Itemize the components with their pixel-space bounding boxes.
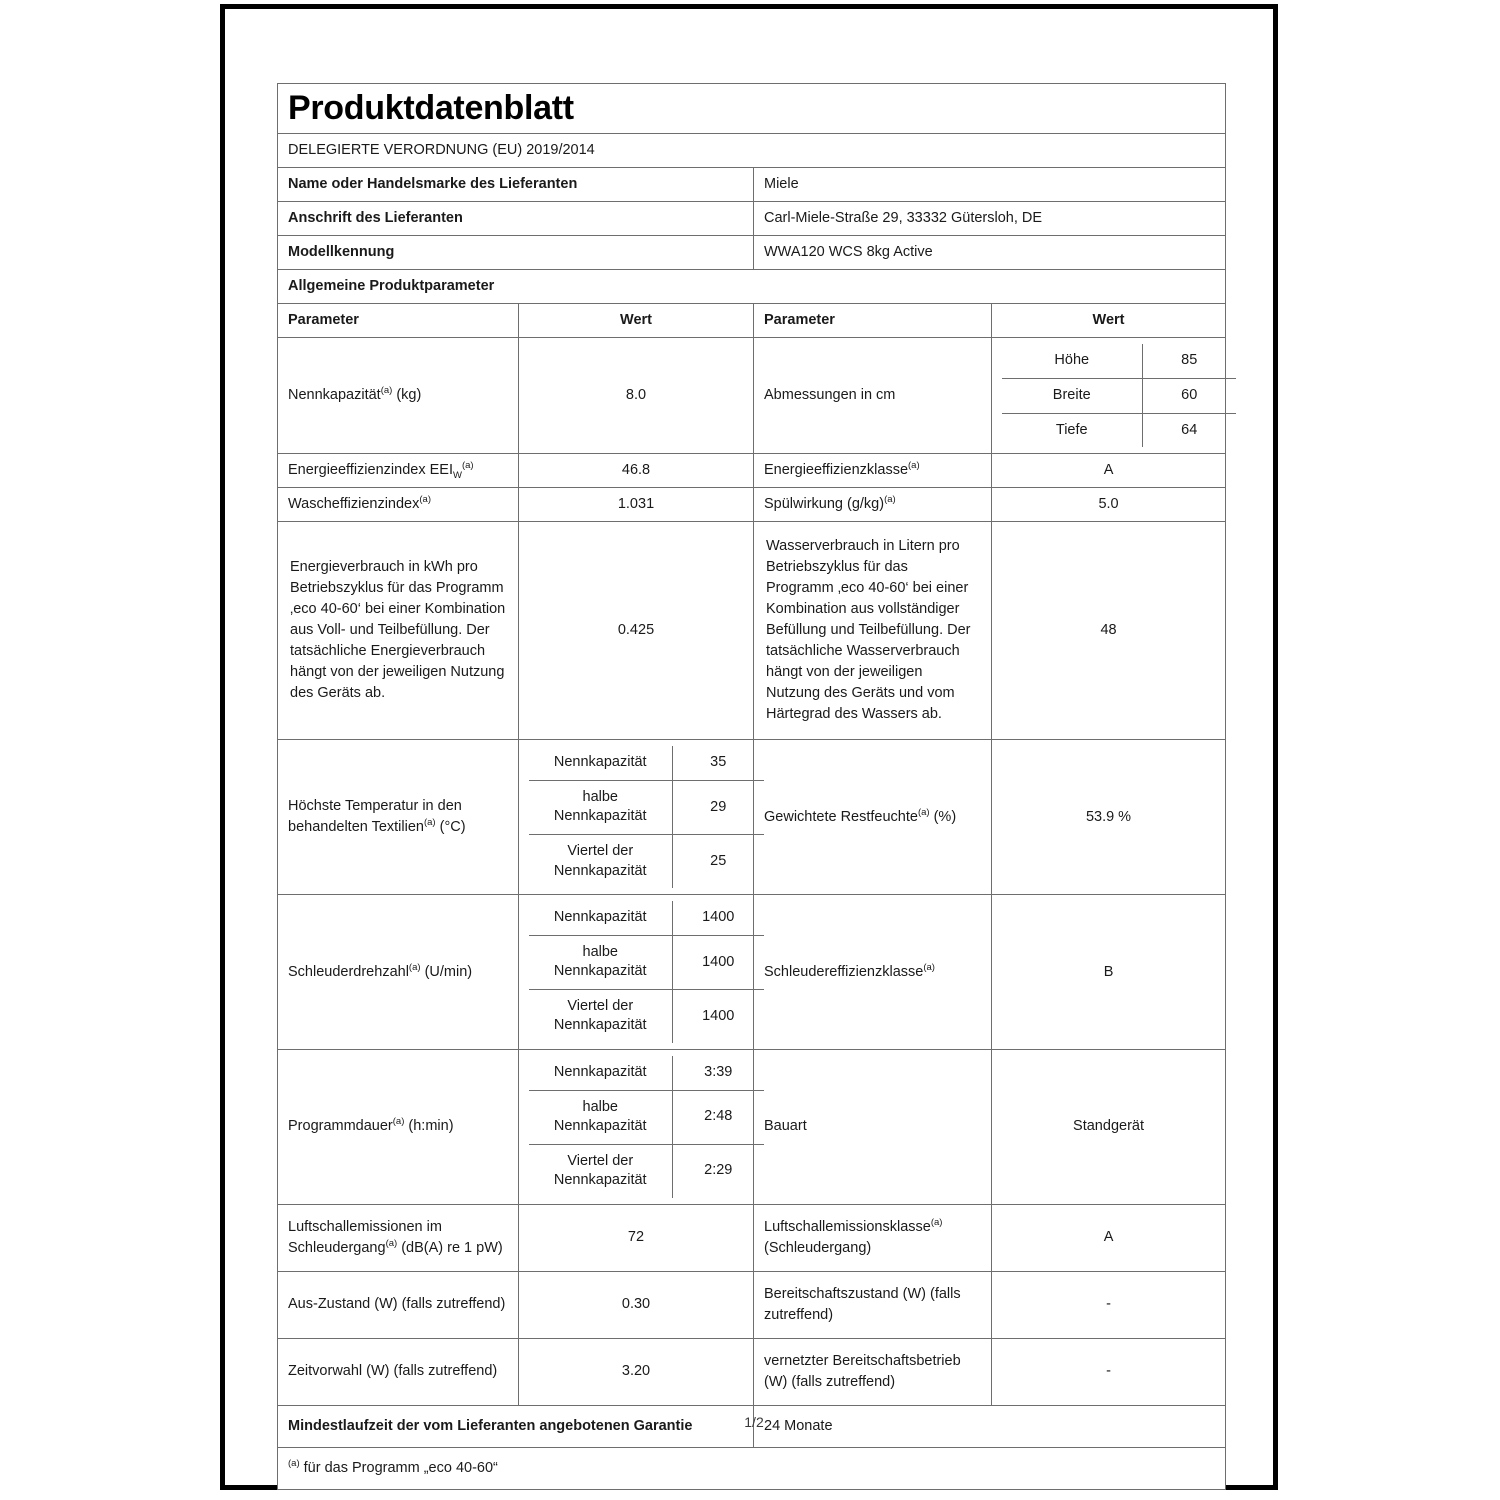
delaystart-networked-row xyxy=(278,1338,1226,1405)
regulation-text: DELEGIERTE VERORDNUNG (EU) 2019/2014 xyxy=(278,134,1226,168)
duration-tier-value-half: 2:48 xyxy=(672,1090,764,1144)
model-label: Modellkennung xyxy=(278,236,754,270)
networked-standby-value: - xyxy=(992,1338,1226,1405)
table-row xyxy=(1002,379,1236,414)
spin-speed-subtable xyxy=(529,901,764,1043)
table-row xyxy=(529,746,764,780)
table-row xyxy=(529,1144,764,1198)
consumption-row xyxy=(278,522,1226,740)
water-consumption-value: 48 xyxy=(992,522,1226,740)
residual-moisture-label-suffix: (%) xyxy=(929,808,957,825)
standby-value: - xyxy=(992,1271,1226,1338)
wash-efficiency-label xyxy=(278,488,519,522)
noise-class-value: A xyxy=(992,1204,1226,1271)
construction-value: Standgerät xyxy=(992,1049,1226,1204)
residual-moisture-label xyxy=(754,740,992,895)
spin-tier-name-half: halbe Nennkapazität xyxy=(529,935,672,989)
energy-consumption-label: Energieverbrauch in kWh pro Betriebszyklus für das Programm ‚eco 40-60‘ bei einer Kombination aus Voll- und Teilbefüllung. Der tatsächliche Energieverbrauch hängt von der jeweiligen Nutzung des Geräts ab. xyxy=(278,522,519,740)
program-duration-subtable xyxy=(529,1056,764,1198)
spin-speed-label-text: Schleuderdrehzahl xyxy=(288,963,409,980)
wash-efficiency-label-text: Wascheffizienzindex xyxy=(288,496,420,513)
capacity-value: 8.0 xyxy=(519,338,754,454)
warranty-value: 24 Monate xyxy=(754,1405,1226,1447)
construction-label: Bauart xyxy=(754,1049,992,1204)
off-mode-value: 0.30 xyxy=(519,1271,754,1338)
dimensions-subtable-cell xyxy=(992,338,1226,454)
spin-speed-subtable-cell xyxy=(519,895,754,1050)
program-duration-label-suffix: (h:min) xyxy=(404,1118,454,1135)
footnote-marker: (a) xyxy=(408,961,421,973)
page-title: Produktdatenblatt xyxy=(288,89,574,127)
spin-speed-label-suffix: (U/min) xyxy=(420,963,473,980)
noise-class-label-text: Luftschallemissionsklasse xyxy=(764,1218,931,1235)
duration-tier-name-quarter: Viertel der Nennkapazität xyxy=(529,1144,672,1198)
footnote-marker: (a) xyxy=(288,1458,300,1470)
duration-tier-value-quarter: 2:29 xyxy=(672,1144,764,1198)
page-frame xyxy=(220,4,1278,1490)
supplier-name-label: Name oder Handelsmarke des Lieferanten xyxy=(278,168,754,202)
footnote-row xyxy=(278,1447,1226,1489)
table-row xyxy=(529,1090,764,1144)
supplier-name-row xyxy=(278,168,1226,202)
model-row xyxy=(278,236,1226,270)
page-number: 1/2 xyxy=(744,1414,764,1430)
product-fiche-sheet xyxy=(277,83,1225,1490)
eei-energyclass-row xyxy=(278,454,1226,488)
dimension-value-breite: 60 xyxy=(1142,379,1236,414)
model-value: WWA120 WCS 8kg Active xyxy=(754,236,1226,270)
noise-class-label xyxy=(754,1204,992,1271)
duration-tier-value-full: 3:39 xyxy=(672,1056,764,1090)
noise-label-text: Luftschallemissionen im Schleudergang xyxy=(288,1218,442,1256)
table-row xyxy=(1002,344,1236,378)
general-parameters-label: Allgemeine Produktparameter xyxy=(278,270,1226,304)
footnote-marker: (a) xyxy=(392,1116,405,1128)
table-row xyxy=(1002,413,1236,447)
eei-label-main: Energieeffizienzindex EEI xyxy=(288,462,453,479)
table-row xyxy=(529,901,764,935)
supplier-name-value: Miele xyxy=(754,168,1226,202)
table-row xyxy=(529,780,764,834)
column-header-value-right: Wert xyxy=(992,304,1226,338)
temp-tier-name-quarter: Viertel der Nennkapazität xyxy=(529,835,672,889)
footnote-marker: (a) xyxy=(380,385,393,397)
energy-class-label xyxy=(754,454,992,488)
noise-label xyxy=(278,1204,519,1271)
footnote-marker: (a) xyxy=(461,460,474,472)
capacity-label xyxy=(278,338,519,454)
footnote-marker: (a) xyxy=(923,961,935,973)
dimensions-label: Abmessungen in cm xyxy=(754,338,992,454)
temp-tier-name-full: Nennkapazität xyxy=(529,746,672,780)
spin-tier-value-full: 1400 xyxy=(672,901,764,935)
spin-class-label xyxy=(754,895,992,1050)
footnote-marker: (a) xyxy=(930,1216,943,1228)
energy-consumption-value: 0.425 xyxy=(519,522,754,740)
delay-start-value: 3.20 xyxy=(519,1338,754,1405)
dimension-name-tiefe: Tiefe xyxy=(1002,413,1142,447)
residual-moisture-value: 53.9 % xyxy=(992,740,1226,895)
noise-row xyxy=(278,1204,1226,1271)
temp-tier-value-full: 35 xyxy=(672,746,764,780)
supplier-address-label: Anschrift des Lieferanten xyxy=(278,202,754,236)
warranty-label: Mindestlaufzeit der vom Lieferanten angebotenen Garantie xyxy=(278,1405,754,1447)
program-duration-label-text: Programmdauer xyxy=(288,1118,393,1135)
wash-efficiency-value: 1.031 xyxy=(519,488,754,522)
energy-class-value: A xyxy=(992,454,1226,488)
max-temperature-label-line2: behandelten Textilien xyxy=(288,819,424,836)
temp-tier-value-half: 29 xyxy=(672,780,764,834)
supplier-address-value: Carl-Miele-Straße 29, 33332 Gütersloh, DE xyxy=(754,202,1226,236)
footnote-marker: (a) xyxy=(908,460,920,472)
temp-tier-value-quarter: 25 xyxy=(672,835,764,889)
dimension-value-tiefe: 64 xyxy=(1142,413,1236,447)
duration-tier-name-full: Nennkapazität xyxy=(529,1056,672,1090)
program-duration-label xyxy=(278,1049,519,1204)
standby-label: Bereitschaftszustand (W) (falls zutreffend) xyxy=(754,1271,992,1338)
networked-standby-label: vernetzter Bereitschaftsbetrieb (W) (falls zutreffend) xyxy=(754,1338,992,1405)
spin-row xyxy=(278,895,1226,1050)
energy-class-label-text: Energieeffizienzklasse xyxy=(764,462,909,479)
duration-tier-name-half: halbe Nennkapazität xyxy=(529,1090,672,1144)
dimension-value-hoehe: 85 xyxy=(1142,344,1236,378)
footnote-marker: (a) xyxy=(917,806,930,818)
column-header-row xyxy=(278,304,1226,338)
regulation-row xyxy=(278,134,1226,168)
noise-class-label-part2: (Schleudergang) xyxy=(764,1239,872,1256)
washefficiency-rinsing-row xyxy=(278,488,1226,522)
off-mode-label: Aus-Zustand (W) (falls zutreffend) xyxy=(278,1271,519,1338)
eei-value: 46.8 xyxy=(519,454,754,488)
spin-speed-label xyxy=(278,895,519,1050)
program-duration-subtable-cell xyxy=(519,1049,754,1204)
spin-tier-value-half: 1400 xyxy=(672,935,764,989)
column-header-parameter-right: Parameter xyxy=(754,304,992,338)
table-row xyxy=(529,1056,764,1090)
supplier-address-row xyxy=(278,202,1226,236)
spin-class-label-text: Schleudereffizienzklasse xyxy=(764,963,924,980)
temperature-moisture-row xyxy=(278,740,1226,895)
max-temperature-subtable xyxy=(529,746,764,888)
dimensions-subtable xyxy=(1002,344,1236,447)
offmode-standby-row xyxy=(278,1271,1226,1338)
title-cell xyxy=(278,84,1226,134)
spin-tier-name-full: Nennkapazität xyxy=(529,901,672,935)
eei-label xyxy=(278,454,519,488)
product-fiche-table xyxy=(277,83,1226,1490)
noise-label-suffix: (dB(A) re 1 pW) xyxy=(397,1239,503,1256)
dimension-name-breite: Breite xyxy=(1002,379,1142,414)
footnote-marker: (a) xyxy=(884,494,896,506)
spin-class-value: B xyxy=(992,895,1226,1050)
footnote-marker: (a) xyxy=(423,817,436,829)
eei-subscript: W xyxy=(452,470,462,482)
max-temperature-label xyxy=(278,740,519,895)
dimension-name-hoehe: Höhe xyxy=(1002,344,1142,378)
max-temperature-subtable-cell xyxy=(519,740,754,895)
column-header-parameter-left: Parameter xyxy=(278,304,519,338)
delay-start-label: Zeitvorwahl (W) (falls zutreffend) xyxy=(278,1338,519,1405)
noise-value: 72 xyxy=(519,1204,754,1271)
footnote-text: für das Programm „eco 40-60“ xyxy=(299,1459,498,1476)
max-temperature-label-line1: Höchste Temperatur in den xyxy=(288,798,462,815)
general-parameters-row xyxy=(278,270,1226,304)
footnote-marker: (a) xyxy=(419,494,431,506)
rinsing-label-text: Spülwirkung (g/kg) xyxy=(764,496,885,513)
title-row xyxy=(278,84,1226,134)
residual-moisture-label-text: Gewichtete Restfeuchte xyxy=(764,808,918,825)
column-header-value-left: Wert xyxy=(519,304,754,338)
capacity-label-main: Nennkapazität xyxy=(288,387,381,404)
footnote-cell xyxy=(278,1447,1226,1489)
table-row xyxy=(529,835,764,889)
max-temperature-label-suffix: (°C) xyxy=(435,819,466,836)
footnote-marker: (a) xyxy=(385,1237,398,1249)
table-row xyxy=(529,989,764,1043)
table-row xyxy=(529,935,764,989)
water-consumption-label: Wasserverbrauch in Litern pro Betriebszyklus für das Programm ‚eco 40-60‘ bei einer Kombination aus vollständiger Befüllung und Teilbefüllung. Der tatsächliche Wasserverbrauch hängt von der jeweiligen Nutzung des Geräts und vom Härtegrad des Wassers ab. xyxy=(754,522,992,740)
duration-construction-row xyxy=(278,1049,1226,1204)
spin-tier-name-quarter: Viertel der Nennkapazität xyxy=(529,989,672,1043)
capacity-dimensions-row xyxy=(278,338,1226,454)
capacity-label-suffix: (kg) xyxy=(392,387,422,404)
spin-tier-value-quarter: 1400 xyxy=(672,989,764,1043)
rinsing-label xyxy=(754,488,992,522)
rinsing-value: 5.0 xyxy=(992,488,1226,522)
temp-tier-name-half: halbe Nennkapazität xyxy=(529,780,672,834)
